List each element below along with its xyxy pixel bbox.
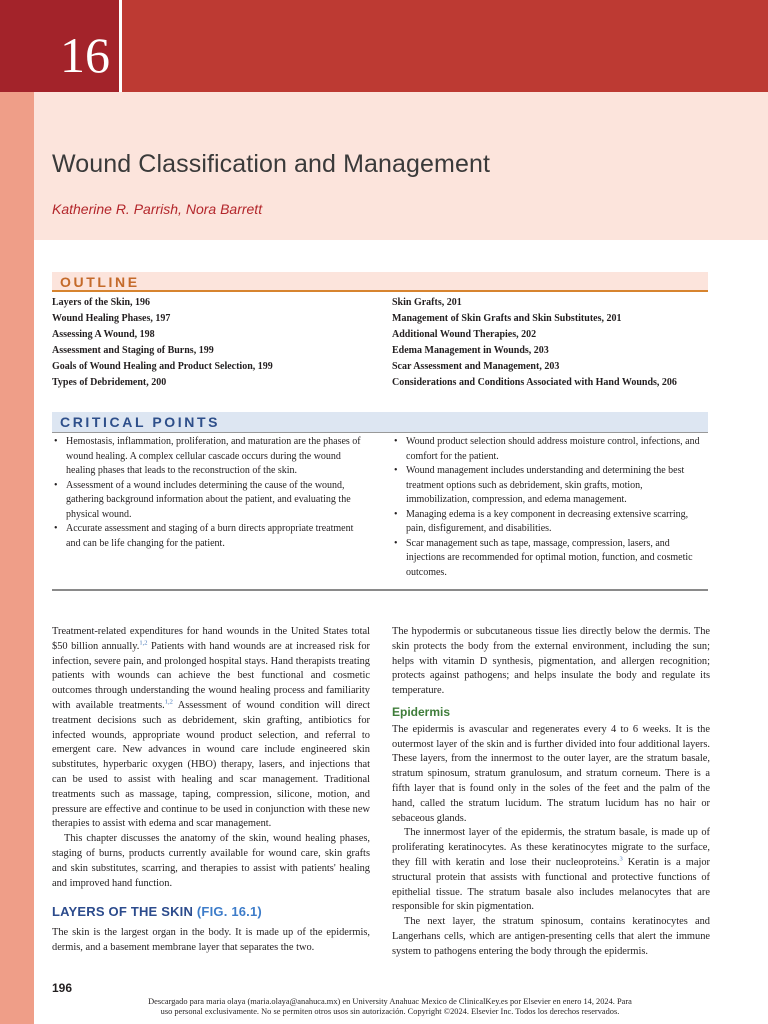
critical-point: • Hemostasis, inflammation, proliferation, and maturation are the phases of wound healing. A complex cellular cascade occurs during the wound healing phases that leads to the reconstruction of the skin.	[52, 435, 368, 479]
outline-item[interactable]: Layers of the Skin, 196	[52, 297, 151, 308]
body-left-column	[52, 625, 370, 956]
outline-item[interactable]: Skin Grafts, 201	[392, 297, 462, 308]
chapter-number: 16	[60, 27, 110, 83]
outline-left-column	[52, 295, 273, 391]
text-run: Patients with hand wounds are at increased risk for infection, severe pain, and prolonged hospital stays. Hand therapists treating patients with wounds can achieve the best functional and cosmetic outcomes through understanding the wound healing process and familiarity with available treatments.	[52, 640, 370, 711]
outline-item[interactable]: Types of Debridement, 200	[52, 377, 167, 388]
heading-text: LAYERS OF THE SKIN	[52, 904, 194, 920]
critical-point: • Wound product selection should address moisture control, infections, and comfort for the patient.	[392, 435, 708, 464]
section-divider	[52, 589, 708, 591]
citation-link[interactable]: 1,2	[139, 639, 148, 647]
body-paragraph: The next layer, the stratum spinosum, contains keratinocytes and Langerhans cells, which are antigen-presenting cells that alert the immune system to pathogens entering the body through the epidermis.	[392, 916, 710, 957]
footer-line: Descargado para maria olaya (maria.olaya@anahuca.mx) en University Anahuac Mexico de ClinicalKey.es por Elsevier en enero 14, 2024. Para	[148, 997, 632, 1006]
intro-paragraph	[52, 625, 370, 832]
outline-item[interactable]: Additional Wound Therapies, 202	[392, 329, 537, 340]
body-right-column	[392, 625, 710, 960]
critical-points-rule	[52, 432, 708, 433]
citation-link[interactable]: 1,2	[164, 698, 173, 706]
outline-heading: OUTLINE	[52, 272, 708, 292]
chapter-authors: Katherine R. Parrish, Nora Barrett	[52, 201, 263, 217]
body-paragraph: The epidermis is avascular and regenerates every 4 to 6 weeks. It is the outermost layer of the skin and is further divided into four additional layers. These layers, from the innermost to the outer layer, are the stratum basale, stratum spinosum, stratum granulosum, and stratum corneum. There is a fifth layer that is found only in the soles of the feet and the palm of the hand, called the stratum lucidum. The stratum lucidum has no hair or sebaceous glands.	[392, 723, 710, 824]
outline-item[interactable]: Considerations and Conditions Associated with Hand Wounds, 206	[392, 377, 677, 388]
critical-point: • Accurate assessment and staging of a burn directs appropriate treatment and can be life changing for the patient.	[52, 522, 368, 551]
figure-link[interactable]: (FIG. 16.1)	[196, 904, 262, 920]
layers-of-skin-heading	[52, 905, 370, 920]
epidermis-heading: Epidermis	[392, 704, 451, 719]
critical-point: • Managing edema is a key component in decreasing extensive scarring, pain, disfigurement, and disabilities.	[392, 508, 708, 537]
outline-item[interactable]: Assessment and Staging of Burns, 199	[52, 345, 214, 356]
intro-paragraph: This chapter discusses the anatomy of the skin, wound healing phases, staging of burns, products currently available for wound care, skin grafts and skin substitutes, scarring, and therapies to assist with patients' healing and improved hand function.	[52, 833, 370, 889]
critical-points-left	[52, 435, 368, 551]
critical-point: • Scar management such as tape, massage, compression, lasers, and injections are recommended for optimal motion, function, and cosmetic outcomes.	[392, 537, 708, 581]
outline-item[interactable]: Goals of Wound Healing and Product Selection, 199	[52, 361, 273, 372]
chapter-number-box	[0, 0, 122, 92]
footer-line: uso personal exclusivamente. No se permiten otros usos sin autorización. Copyright ©2024. Elsevier Inc. Todos los derechos reservados.	[160, 1007, 620, 1016]
outline-right-column	[392, 295, 677, 391]
page-number: 196	[52, 981, 73, 995]
outline-item[interactable]: Assessing A Wound, 198	[52, 329, 155, 340]
body-paragraph	[392, 826, 710, 915]
left-margin-strip	[0, 92, 34, 1024]
citation-link[interactable]: 3	[619, 855, 623, 863]
download-footer	[100, 997, 680, 1017]
text-run: Assessment of wound condition will direct treatment decisions such as debridement, skin grafting, antibiotics for infected wounds, appropriate wound product selection, and referral to emergent care. New advances in wound care include engineered skin substitutes, hyperbaric oxygen (HBO) therapy, lasers, and injections that can be used to assist with healing and scar management. Traditional treatments such as massage, taping, compression, silicone, motion, and pressure are effective and continue to be used in conjunction with these new therapies to assist with edema and scar management.	[52, 699, 370, 830]
chapter-title: Wound Classification and Management	[52, 150, 491, 178]
text-run: Treatment-related expenditures for hand wounds in the United States total $50 billion annually.	[52, 626, 370, 652]
outline-item[interactable]: Scar Assessment and Management, 203	[392, 361, 560, 372]
critical-point: • Wound management includes understanding and determining the best treatment options such as debridement, skin grafts, motion, immobilization, compression, and edema management.	[392, 464, 708, 508]
outline-item[interactable]: Wound Healing Phases, 197	[52, 313, 171, 324]
outline-item[interactable]: Edema Management in Wounds, 203	[392, 345, 549, 356]
body-paragraph: The hypodermis or subcutaneous tissue lies directly below the dermis. The skin protects the body from the external environment, including the sun; helps with vitamin D synthesis, pigmentation, and allergen recognition; protects against pathogens; and helps insulate the body and regulate its temperature.	[392, 626, 710, 697]
outline-item[interactable]: Management of Skin Grafts and Skin Substitutes, 201	[392, 313, 622, 324]
critical-points-heading: CRITICAL POINTS	[52, 412, 708, 432]
critical-points-right	[392, 435, 708, 580]
text-run: Keratin is a major structural protein that assists with functional and protective functions of epithelial tissue. The stratum basale also includes melanocytes that are responsible for skin pigmentation.	[392, 856, 710, 913]
critical-point: • Assessment of a wound includes determining the cause of the wound, gathering background information about the patient, and evaluating the physical wound.	[52, 479, 368, 523]
text-run: The innermost layer of the epidermis, the stratum basale, is made up of proliferating keratinocytes. As these keratinocytes migrate to the surface, they fill with keratin and lose their nucleoproteins.	[392, 827, 710, 868]
body-paragraph: The skin is the largest organ in the body. It is made up of the epidermis, dermis, and a basement membrane layer that separates the two.	[52, 927, 370, 953]
